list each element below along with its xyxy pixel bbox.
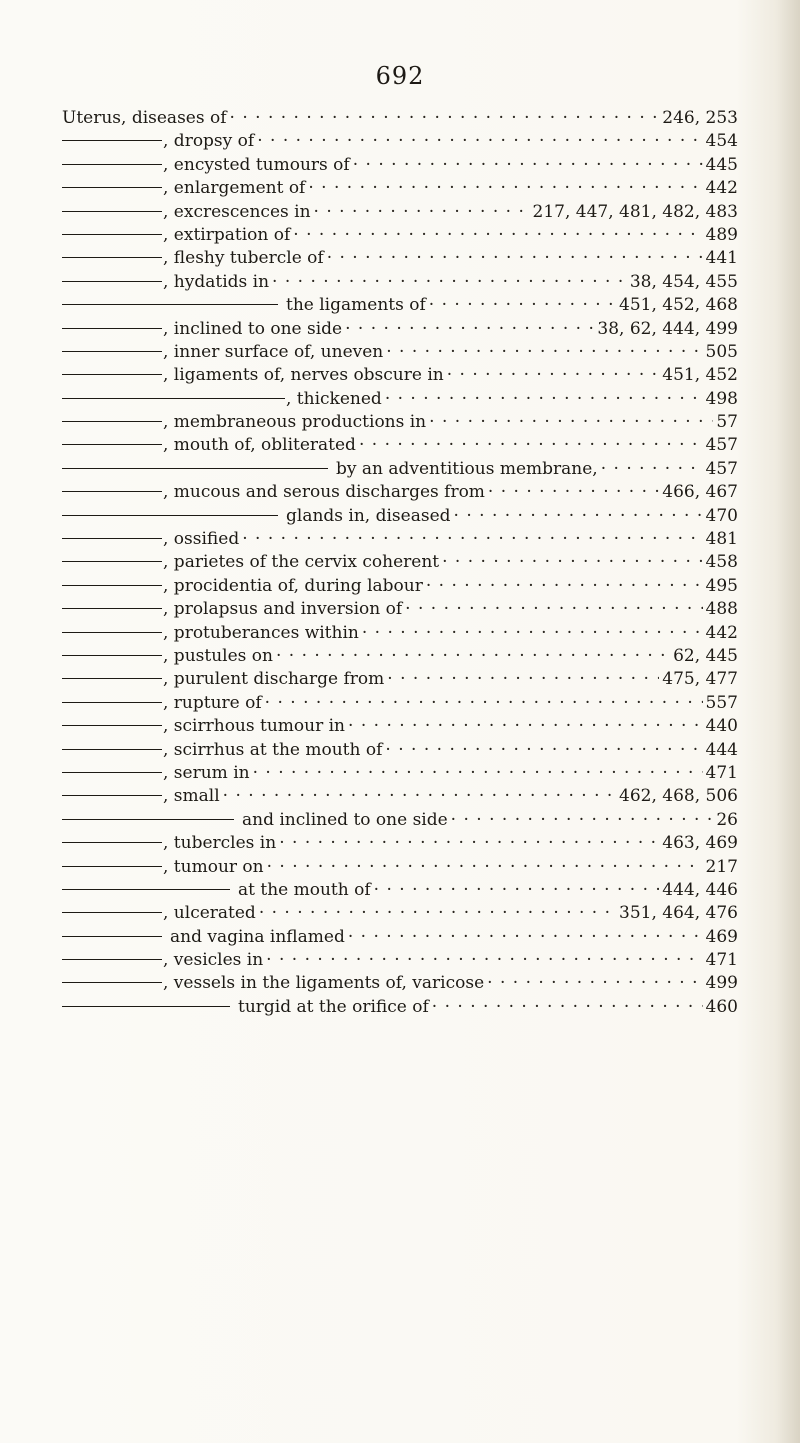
index-entry bbox=[62, 832, 738, 855]
entry-term: , serum in bbox=[163, 762, 250, 783]
index-entry bbox=[62, 762, 738, 785]
dot-leader bbox=[362, 622, 703, 645]
index-entry bbox=[62, 154, 738, 177]
entry-term: , scirrhus at the mouth of bbox=[163, 739, 383, 760]
dot-leader bbox=[272, 271, 627, 294]
index-entry bbox=[62, 879, 738, 902]
entry-pages: 38, 62, 444, 499 bbox=[597, 318, 738, 339]
entry-pages: 454 bbox=[705, 131, 738, 152]
entry-pages: 246, 253 bbox=[662, 108, 738, 128]
entry-pages: 475, 477 bbox=[662, 669, 738, 690]
dot-leader bbox=[345, 318, 594, 341]
dash-leader bbox=[62, 211, 162, 212]
entry-term: turgid at the orifice of bbox=[238, 996, 429, 1017]
dot-leader bbox=[405, 598, 702, 621]
entry-term: Uterus, diseases of bbox=[62, 108, 227, 128]
entry-term: , mucous and serous discharges from bbox=[163, 482, 485, 503]
entry-term: , purulent discharge from bbox=[163, 669, 385, 690]
index-entry bbox=[62, 107, 738, 130]
index-entry bbox=[62, 201, 738, 224]
dot-leader bbox=[253, 762, 703, 785]
dot-leader bbox=[267, 856, 703, 879]
index-entry bbox=[62, 739, 738, 762]
entry-pages: 441 bbox=[705, 248, 738, 269]
index-entry bbox=[62, 949, 738, 972]
dot-leader bbox=[442, 551, 702, 574]
dot-leader bbox=[348, 926, 703, 949]
entry-term: , dropsy of bbox=[163, 131, 255, 152]
dash-leader bbox=[62, 678, 162, 679]
dash-leader bbox=[62, 164, 162, 165]
index-entry bbox=[62, 434, 738, 457]
dash-leader bbox=[62, 234, 162, 235]
entry-pages: 481 bbox=[705, 529, 738, 550]
index-entry bbox=[62, 622, 738, 645]
dash-leader bbox=[62, 1006, 230, 1007]
dash-leader bbox=[62, 515, 278, 516]
index-entry bbox=[62, 271, 738, 294]
dash-leader bbox=[62, 538, 162, 539]
entry-pages: 471 bbox=[705, 762, 738, 783]
dash-leader bbox=[62, 655, 162, 656]
dash-leader bbox=[62, 374, 162, 375]
index-entry bbox=[62, 247, 738, 270]
entry-term: and vagina inflamed bbox=[170, 926, 345, 947]
dot-leader bbox=[279, 832, 659, 855]
dot-leader bbox=[385, 739, 702, 762]
dot-leader bbox=[432, 996, 703, 1019]
entry-term: , prolapsus and inversion of bbox=[163, 599, 403, 620]
entry-pages: 505 bbox=[705, 341, 738, 362]
index-entry bbox=[62, 598, 738, 621]
entry-term: , membraneous productions in bbox=[163, 412, 427, 433]
entry-pages: 463, 469 bbox=[662, 833, 738, 854]
entry-pages: 488 bbox=[705, 599, 738, 620]
dash-leader bbox=[62, 140, 162, 141]
index-entry bbox=[62, 505, 738, 528]
entry-term: and inclined to one side bbox=[242, 809, 448, 830]
entry-term: by an adventitious membrane, bbox=[336, 458, 598, 479]
dot-leader bbox=[447, 364, 660, 387]
dash-leader bbox=[62, 889, 230, 890]
dot-leader bbox=[601, 458, 703, 481]
index-entry bbox=[62, 177, 738, 200]
index-entry bbox=[62, 458, 738, 481]
entry-term: , inner surface of, uneven bbox=[163, 341, 384, 362]
entry-pages: 457 bbox=[705, 435, 738, 456]
dash-leader bbox=[62, 328, 162, 329]
index-entry bbox=[62, 809, 738, 832]
dot-leader bbox=[487, 972, 702, 995]
entry-pages: 62, 445 bbox=[673, 645, 738, 666]
entry-term: , encysted tumours of bbox=[163, 154, 350, 175]
dot-leader bbox=[387, 668, 659, 691]
entry-term: , hydatids in bbox=[163, 271, 270, 292]
entry-term: glands in, diseased bbox=[286, 505, 451, 526]
dash-leader bbox=[62, 842, 162, 843]
entry-term: , protuberances within bbox=[163, 622, 359, 643]
index-entry bbox=[62, 294, 738, 317]
dot-leader bbox=[266, 949, 702, 972]
dash-leader bbox=[62, 444, 162, 445]
dash-leader bbox=[62, 491, 162, 492]
dash-leader bbox=[62, 772, 162, 773]
entry-term: , inclined to one side bbox=[163, 318, 343, 339]
index-entry bbox=[62, 668, 738, 691]
index-entry bbox=[62, 388, 738, 411]
entry-pages: 38, 454, 455 bbox=[629, 271, 738, 292]
page-number: 692 bbox=[375, 62, 425, 90]
entry-pages: 351, 464, 476 bbox=[619, 903, 738, 924]
dash-leader bbox=[62, 959, 162, 960]
entry-term: , procidentia of, during labour bbox=[163, 575, 423, 596]
index-entry bbox=[62, 551, 738, 574]
entry-term: , ulcerated bbox=[163, 903, 256, 924]
entry-term: , extirpation of bbox=[163, 224, 291, 245]
index-entry bbox=[62, 481, 738, 504]
index-entry bbox=[62, 996, 738, 1019]
index-entry bbox=[62, 692, 738, 715]
entry-pages: 445 bbox=[705, 154, 738, 175]
dot-leader bbox=[353, 154, 703, 177]
index-entry bbox=[62, 318, 738, 341]
entry-pages: 444 bbox=[705, 739, 738, 760]
dash-leader bbox=[62, 749, 162, 750]
entry-term: , scirrhous tumour in bbox=[163, 716, 346, 737]
index-list bbox=[62, 107, 738, 1019]
entry-pages: 499 bbox=[705, 973, 738, 994]
dot-leader bbox=[230, 107, 660, 130]
dash-leader bbox=[62, 866, 162, 867]
entry-pages: 557 bbox=[705, 692, 738, 713]
dash-leader bbox=[62, 608, 162, 609]
dash-leader bbox=[62, 561, 162, 562]
entry-pages: 495 bbox=[705, 575, 738, 596]
dot-leader bbox=[488, 481, 659, 504]
index-entry bbox=[62, 715, 738, 738]
dot-leader bbox=[293, 224, 702, 247]
entry-pages: 466, 467 bbox=[662, 482, 738, 503]
index-entry bbox=[62, 528, 738, 551]
entry-pages: 498 bbox=[705, 388, 738, 409]
dash-leader bbox=[62, 702, 162, 703]
entry-term: , rupture of bbox=[163, 692, 262, 713]
entry-term: , tubercles in bbox=[163, 833, 277, 854]
index-entry bbox=[62, 856, 738, 879]
dot-leader bbox=[385, 388, 703, 411]
dot-leader bbox=[308, 177, 702, 200]
dot-leader bbox=[257, 130, 702, 153]
entry-term: the ligaments of bbox=[286, 295, 426, 316]
dash-leader bbox=[62, 585, 162, 586]
dash-leader bbox=[62, 795, 162, 796]
entry-pages: 462, 468, 506 bbox=[619, 786, 738, 807]
dash-leader bbox=[62, 725, 162, 726]
dot-leader bbox=[327, 247, 703, 270]
entry-pages: 460 bbox=[705, 996, 738, 1017]
dash-leader bbox=[62, 936, 162, 937]
dash-leader bbox=[62, 304, 278, 305]
entry-pages: 57 bbox=[716, 412, 738, 433]
dot-leader bbox=[276, 645, 670, 668]
entry-term: , small bbox=[163, 786, 220, 807]
entry-pages: 442 bbox=[705, 622, 738, 643]
dash-leader bbox=[62, 912, 162, 913]
dash-leader bbox=[62, 351, 162, 352]
index-entry bbox=[62, 411, 738, 434]
entry-term: , parietes of the cervix coherent bbox=[163, 552, 440, 573]
entry-pages: 470 bbox=[705, 505, 738, 526]
entry-term: , ligaments of, nerves obscure in bbox=[163, 365, 444, 386]
entry-pages: 469 bbox=[705, 926, 738, 947]
entry-term: , ossified bbox=[163, 529, 240, 550]
dot-leader bbox=[223, 785, 616, 808]
dash-leader bbox=[62, 982, 162, 983]
dot-leader bbox=[265, 692, 703, 715]
dot-leader bbox=[451, 809, 714, 832]
dot-leader bbox=[386, 341, 702, 364]
entry-pages: 451, 452, 468 bbox=[619, 295, 738, 316]
dot-leader bbox=[314, 201, 530, 224]
index-entry bbox=[62, 224, 738, 247]
dash-leader bbox=[62, 281, 162, 282]
entry-pages: 26 bbox=[716, 809, 738, 830]
dash-leader bbox=[62, 632, 162, 633]
entry-pages: 471 bbox=[705, 950, 738, 971]
index-entry bbox=[62, 645, 738, 668]
entry-term: , fleshy tubercle of bbox=[163, 248, 324, 269]
dot-leader bbox=[429, 294, 616, 317]
entry-pages: 442 bbox=[705, 178, 738, 199]
entry-term: , excrescences in bbox=[163, 201, 311, 222]
entry-term: , thickened bbox=[286, 388, 382, 409]
index-entry bbox=[62, 130, 738, 153]
entry-term: , vessels in the ligaments of, varicose bbox=[163, 973, 485, 994]
dash-leader bbox=[62, 421, 162, 422]
index-entry bbox=[62, 364, 738, 387]
dash-leader bbox=[62, 257, 162, 258]
entry-pages: 217, 447, 481, 482, 483 bbox=[532, 201, 738, 222]
entry-pages: 458 bbox=[705, 552, 738, 573]
dot-leader bbox=[374, 879, 660, 902]
entry-pages: 444, 446 bbox=[662, 879, 738, 900]
index-entry bbox=[62, 902, 738, 925]
index-entry bbox=[62, 785, 738, 808]
entry-pages: 440 bbox=[705, 716, 738, 737]
entry-term: , pustules on bbox=[163, 645, 273, 666]
entry-pages: 457 bbox=[705, 458, 738, 479]
dash-leader bbox=[62, 819, 234, 820]
entry-term: , vesicles in bbox=[163, 950, 264, 971]
entry-term: at the mouth of bbox=[238, 879, 371, 900]
entry-term: , enlargement of bbox=[163, 178, 306, 199]
index-entry bbox=[62, 926, 738, 949]
dot-leader bbox=[359, 434, 703, 457]
index-entry bbox=[62, 575, 738, 598]
entry-pages: 489 bbox=[705, 224, 738, 245]
index-entry bbox=[62, 972, 738, 995]
dot-leader bbox=[242, 528, 702, 551]
entry-term: , mouth of, obliterated bbox=[163, 435, 356, 456]
entry-pages: 217 bbox=[705, 856, 738, 877]
dash-leader bbox=[62, 398, 285, 399]
index-entry bbox=[62, 341, 738, 364]
dot-leader bbox=[426, 575, 703, 598]
dot-leader bbox=[348, 715, 703, 738]
dot-leader bbox=[259, 902, 616, 925]
dot-leader bbox=[429, 411, 713, 434]
dash-leader bbox=[62, 187, 162, 188]
entry-pages: 451, 452 bbox=[662, 365, 738, 386]
dash-leader bbox=[62, 468, 328, 469]
entry-term: , tumour on bbox=[163, 856, 264, 877]
dot-leader bbox=[454, 505, 703, 528]
